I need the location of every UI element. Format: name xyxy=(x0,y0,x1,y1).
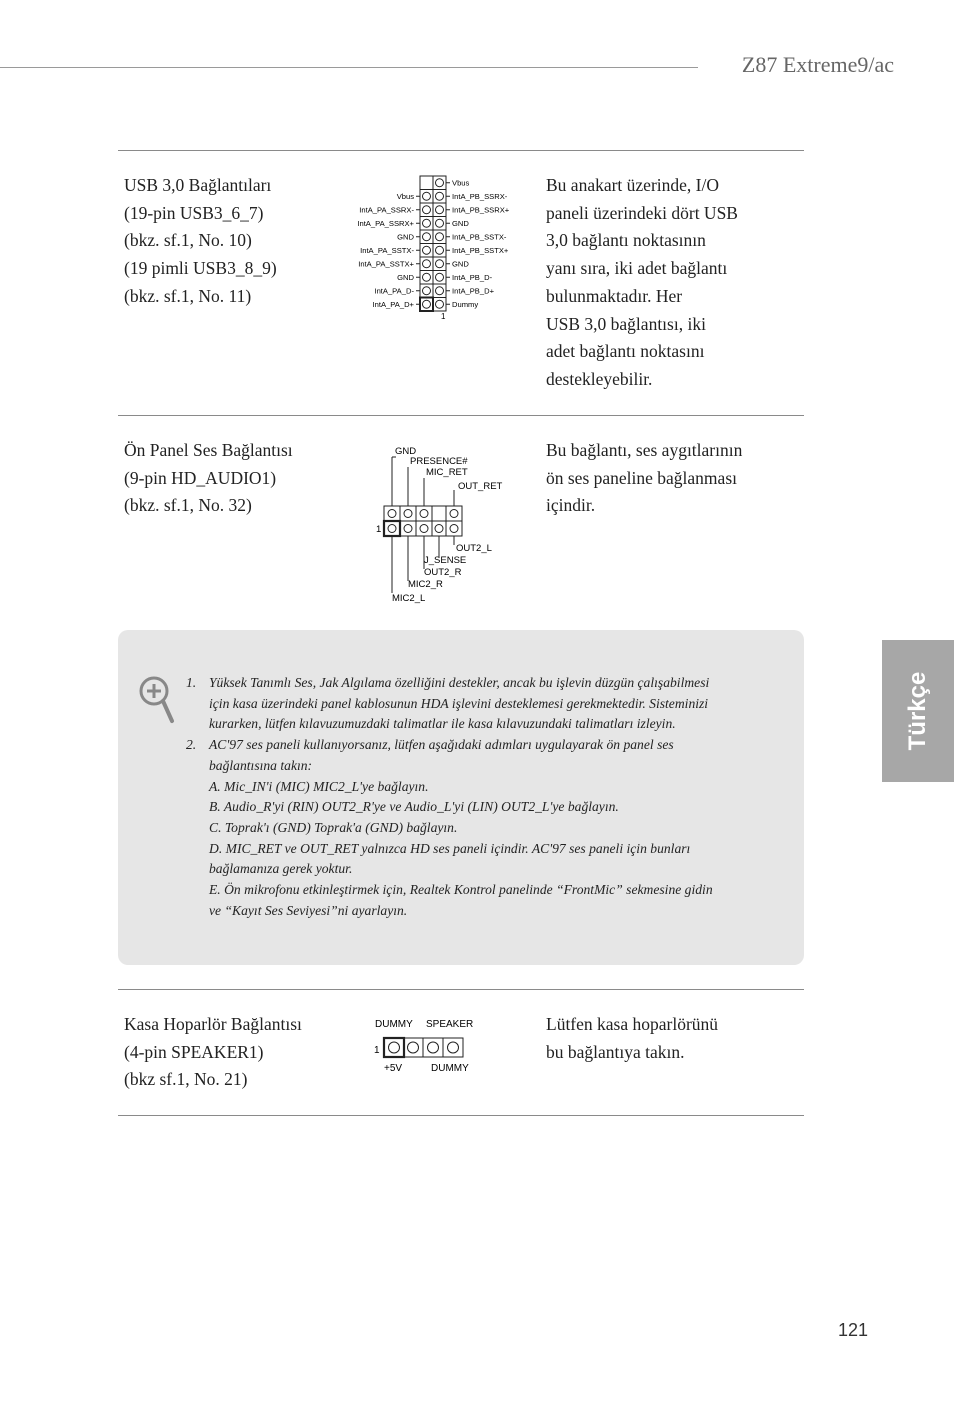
audio-label-mic2-r: MIC2_R xyxy=(408,579,443,590)
usb3-left-pin-label: IntA_PA_SSRX- xyxy=(359,205,414,215)
speaker-title: Kasa Hoparlör Bağlantısı (4-pin SPEAKER1) (bkz sf.1, No. 21) xyxy=(124,1014,302,1090)
section-divider xyxy=(118,150,804,151)
usb3-right-pin-label: IntA_PB_SSTX+ xyxy=(452,246,509,256)
audio-label-gnd: GND xyxy=(395,446,417,457)
section-divider xyxy=(118,1115,804,1116)
usb3-pin-grid xyxy=(420,176,446,311)
usb3-left-pin-label: GND xyxy=(397,273,414,283)
speaker-pin1-label: 1 xyxy=(374,1045,380,1056)
usb3-left-pin-label: IntA_PA_SSTX- xyxy=(360,246,414,256)
usb3-left-pin-label: IntA_PA_SSTX+ xyxy=(358,259,414,269)
section-divider xyxy=(118,415,804,416)
usb3-left-pin-label: IntA_PA_SSRX+ xyxy=(357,219,414,229)
audio-label-j-sense: J_SENSE xyxy=(424,555,467,566)
usb3-description: Bu anakart üzerinde, I/O paneli üzerindeki dört USB 3,0 bağlantı noktasının yanı sıra, iki adet bağlantı bulunmaktadır. Her USB 3,0 bağlantısı, iki adet bağlantı noktasını destekleyebilir. xyxy=(546,175,738,389)
note-item-2: 2. AC'97 ses paneli kullanıyorsanız, lütfen aşağıdaki adımları uygulayarak ön panel ses bağlantısına takın: A. Mic_IN'i (MIC) MIC2_L'ye bağlayın. B. Audio_R'yi (RIN) OUT2_R'ye ve Audio_L'yi (LIN) OUT2_L'ye bağlayın. C. Toprak'ı (GND) Toprak'a (GND) bağlayın. D. MIC_RET ve OUT_RET yalnızca HD ses paneli içindir. AC'97 ses paneli için bunları bağlamanıza gerek yoktur. E. Ön mikrofonu etkinleştirmek için, Realtek Kontrol panelinde “FrontMic” sekmesine gidin ve “Kayıt Ses Seviyesi”ni ayarlayın. xyxy=(186,737,713,918)
audio-pin1-label: 1 xyxy=(376,524,382,535)
usb3-right-pin-label: Dummy xyxy=(452,300,479,310)
audio-label-mic2-l: MIC2_L xyxy=(392,593,426,604)
usb3-right-pin-label: Vbus xyxy=(452,178,470,188)
speaker-description: Lütfen kasa hoparlörünü bu bağlantıya takın. xyxy=(546,1014,719,1062)
page-number: 121 xyxy=(838,1320,869,1340)
usb3-right-pin-label: IntA_PB_D+ xyxy=(452,286,495,296)
audio-description: Bu bağlantı, ses aygıtlarının ön ses paneline bağlanması içindir. xyxy=(546,440,743,516)
audio-title: Ön Panel Ses Bağlantısı (9-pin HD_AUDIO1) (bkz. sf.1, No. 32) xyxy=(124,440,293,516)
usb3-left-pin-label: IntA_PA_D- xyxy=(374,286,414,296)
note-item-1: 1. Yüksek Tanımlı Ses, Jak Algılama özelliğini destekler, ancak bu işlevin düzgün çalışabilmesi için kasa üzerindeki panel kablosunun HDA işlevini desteklemesi gerekmektedir. Sisteminizi kurarken, lütfen kılavuzumuzdaki talimatlar ile kasa kılavuzundaki talimatları izleyin. xyxy=(186,675,710,732)
usb3-right-pin-label: IntA_PB_SSRX+ xyxy=(452,205,510,215)
speaker-header-diagram xyxy=(370,1015,490,1077)
usb3-pin1-label: 1 xyxy=(441,312,446,321)
audio-label-mic-ret: MIC_RET xyxy=(426,467,468,478)
speaker-label-speaker: SPEAKER xyxy=(426,1019,474,1030)
usb3-title: USB 3,0 Bağlantıları (19-pin USB3_6_7) (bkz. sf.1, No. 10) (19 pimli USB3_8_9) (bkz. sf.1, No. 11) xyxy=(124,175,277,306)
usb3-header-diagram xyxy=(340,172,540,324)
speaker-label-dummy-bottom: DUMMY xyxy=(431,1063,469,1074)
audio-label-out2-l: OUT2_L xyxy=(456,543,492,554)
usb3-right-pin-label: IntA_PB_SSTX- xyxy=(452,232,507,242)
usb3-left-pin-label: Vbus xyxy=(396,192,414,202)
audio-label-out-ret: OUT_RET xyxy=(458,481,503,492)
language-tab: Türkçe xyxy=(882,640,954,782)
header-rule xyxy=(0,67,698,68)
speaker-label-5v: +5V xyxy=(384,1063,403,1074)
magnifier-plus-icon xyxy=(138,675,178,725)
usb3-right-pin-label: IntA_PB_SSRX- xyxy=(452,192,508,202)
audio-label-presence: PRESENCE# xyxy=(410,456,468,467)
model-title: Z87 Extreme9/ac xyxy=(741,52,894,77)
usb3-right-labels xyxy=(446,179,510,309)
audio-header-diagram xyxy=(370,442,510,607)
usb3-left-pin-label: IntA_PA_D+ xyxy=(372,300,414,310)
audio-label-out2-r: OUT2_R xyxy=(424,567,462,578)
usb3-right-pin-label: IntA_PB_D- xyxy=(452,273,493,283)
note-list xyxy=(186,673,756,921)
usb3-right-pin-label: GND xyxy=(452,219,469,229)
usb3-left-pin-label: GND xyxy=(397,232,414,242)
speaker-label-dummy-top: DUMMY xyxy=(375,1019,413,1030)
usb3-left-labels xyxy=(357,192,420,309)
section-divider xyxy=(118,989,804,990)
usb3-right-pin-label: GND xyxy=(452,259,469,269)
